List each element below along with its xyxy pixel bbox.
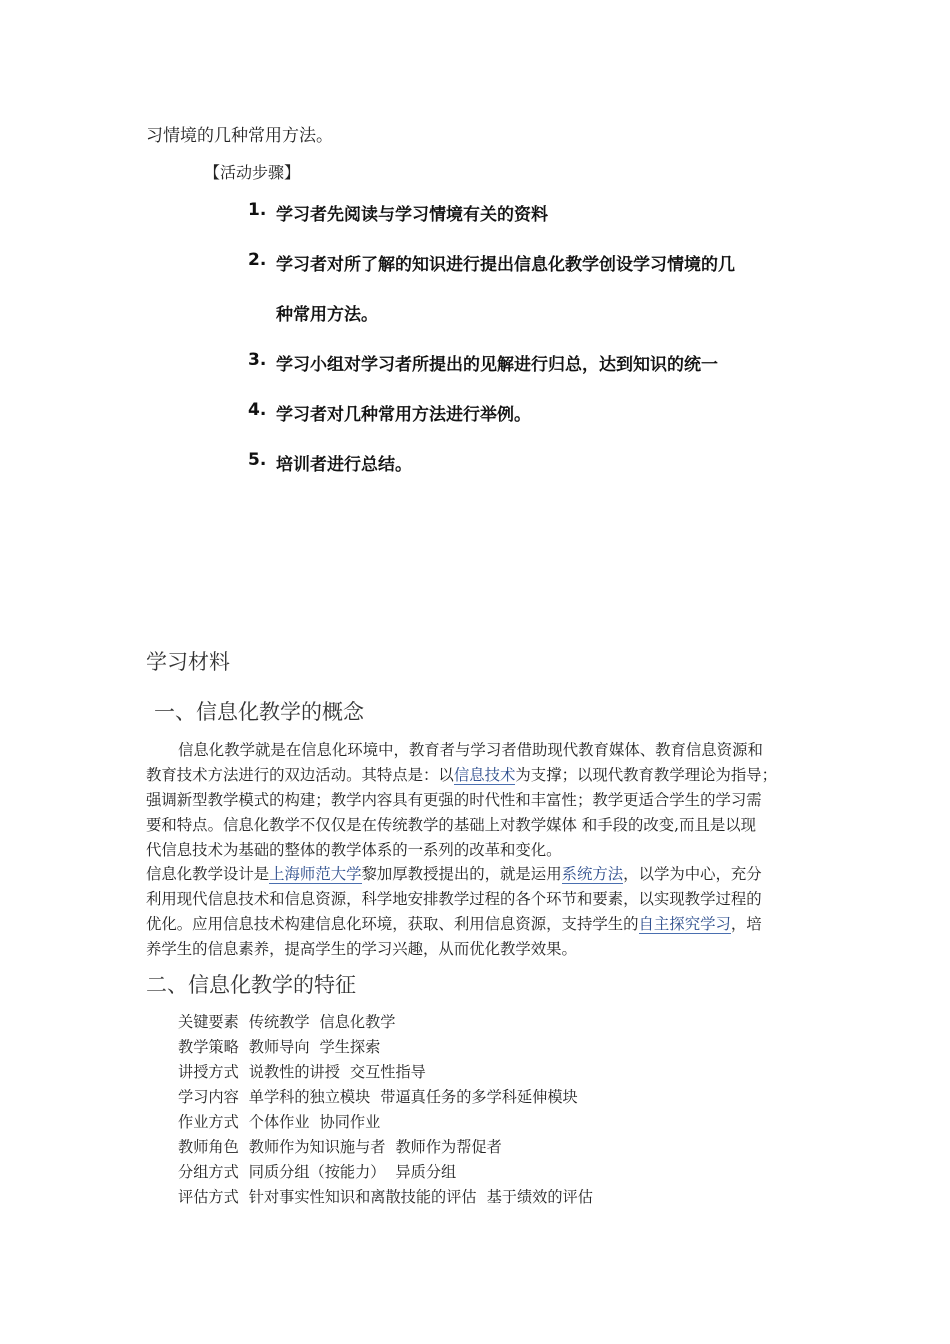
- step-text: 学习者对几种常用方法进行举例。: [276, 405, 531, 425]
- table-row: [178, 1061, 603, 1086]
- feature-key: 分组方式: [178, 1163, 239, 1181]
- step-number: 1.: [248, 200, 267, 220]
- feature-key: 评估方式: [178, 1188, 239, 1206]
- info-value: 基于绩效的评估: [486, 1188, 593, 1206]
- traditional-value: 说教性的讲授: [248, 1063, 340, 1081]
- step-number: 5.: [248, 450, 267, 470]
- step-text: 培训者进行总结。: [276, 455, 412, 475]
- text-run: 黎加厚教授提出的，就是运用: [361, 865, 562, 883]
- step-number: 4.: [248, 400, 267, 420]
- paragraph-line: [146, 912, 808, 937]
- link-shanghai-normal-university[interactable]: 上海师范大学: [269, 865, 362, 883]
- text-run: 为支撑；以现代教育教学理论为指导；: [515, 766, 778, 784]
- info-value: 学生探索: [319, 1038, 381, 1056]
- table-row: [178, 1086, 603, 1111]
- link-autonomous-inquiry-learning[interactable]: 自主探究学习: [638, 915, 731, 933]
- traditional-value: 针对事实性知识和离散技能的评估: [248, 1188, 477, 1206]
- traditional-value: 教师导向: [248, 1038, 310, 1056]
- text-run: 信息化教学设计是: [146, 865, 270, 883]
- step-number: 3.: [248, 350, 267, 370]
- section-heading-features: 二、信息化教学的特征: [146, 973, 356, 997]
- table-row: [178, 1011, 603, 1036]
- steps-heading: 【活动步骤】: [204, 163, 301, 182]
- info-value: 带逼真任务的多学科延伸模块: [380, 1088, 578, 1106]
- table-row: [178, 1136, 603, 1161]
- step-text: 学习者先阅读与学习情境有关的资料: [276, 205, 548, 225]
- step-text: 学习小组对学习者所提出的见解进行归总，达到知识的统一: [276, 355, 718, 375]
- paragraph-line: 要和特点。信息化教学不仅仅是在传统教学的基础上对教学媒体 和手段的改变,而且是以现: [146, 816, 757, 834]
- text-run: 教育技术方法进行的双边活动。其特点是：以: [146, 766, 454, 784]
- feature-key: 关键要素: [178, 1013, 239, 1031]
- paragraph-line: [146, 763, 808, 788]
- text-run: ，培: [730, 915, 762, 933]
- step-text-continued: 种常用方法。: [276, 305, 378, 325]
- info-value: 信息化教学: [319, 1013, 396, 1031]
- feature-key: 教学策略: [178, 1038, 239, 1056]
- paragraph-line: 强调新型教学模式的构建；教学内容具有更强的时代性和丰富性；教学更适合学生的学习需: [146, 791, 762, 809]
- feature-key: 讲授方式: [178, 1063, 239, 1081]
- traditional-value: 个体作业: [248, 1113, 310, 1131]
- design-paragraph: [146, 862, 808, 962]
- paragraph-line: 养学生的信息素养，提高学生的学习兴趣，从而优化教学效果。: [146, 940, 577, 958]
- feature-key: 学习内容: [178, 1088, 239, 1106]
- info-value: 协同作业: [319, 1113, 381, 1131]
- materials-heading: 学习材料: [146, 650, 230, 674]
- table-row: [178, 1036, 603, 1061]
- intro-text: 习情境的几种常用方法。: [146, 126, 333, 146]
- table-row: [178, 1186, 603, 1211]
- features-table: [178, 1011, 603, 1211]
- traditional-value: 传统教学: [248, 1013, 310, 1031]
- link-information-technology[interactable]: 信息技术: [453, 766, 516, 784]
- paragraph-line: 利用现代信息技术和信息资源，科学地安排教学过程的各个环节和要素，以实现教学过程的: [146, 890, 762, 908]
- text-run: 优化。应用信息技术构建信息化环境，获取、利用信息资源，支持学生的: [146, 915, 639, 933]
- step-number: 2.: [248, 250, 267, 270]
- table-row: [178, 1111, 603, 1136]
- paragraph-line: [146, 862, 808, 887]
- traditional-value: 同质分组（按能力）: [248, 1163, 386, 1181]
- traditional-value: 单学科的独立模块: [248, 1088, 371, 1106]
- text-run: ，以学为中心，充分: [623, 865, 762, 883]
- feature-key: 作业方式: [178, 1113, 239, 1131]
- section-heading-concept: 一、信息化教学的概念: [154, 700, 364, 724]
- traditional-value: 教师作为知识施与者: [248, 1138, 386, 1156]
- feature-key: 教师角色: [178, 1138, 239, 1156]
- info-value: 教师作为帮促者: [395, 1138, 502, 1156]
- info-value: 交互性指导: [349, 1063, 426, 1081]
- paragraph-line: 信息化教学就是在信息化环境中，教育者与学习者借助现代教育媒体、教育信息资源和: [178, 741, 763, 759]
- link-system-method[interactable]: 系统方法: [561, 865, 624, 883]
- info-value: 异质分组: [395, 1163, 457, 1181]
- table-row: [178, 1161, 603, 1186]
- step-text: 学习者对所了解的知识进行提出信息化教学创设学习情境的几: [276, 255, 735, 275]
- paragraph-line: 代信息技术为基础的整体的教学体系的一系列的改革和变化。: [146, 841, 562, 859]
- concept-paragraph: [146, 738, 808, 863]
